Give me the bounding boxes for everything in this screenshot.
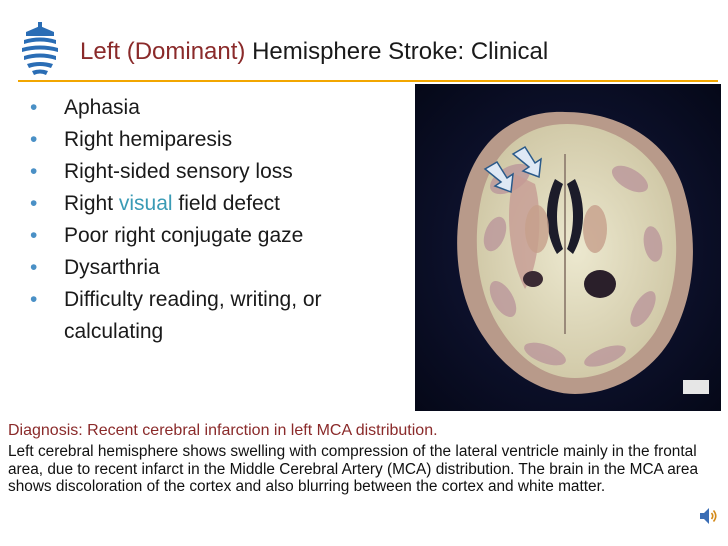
diagnosis-body: Left cerebral hemisphere shows swelling with compression of the lateral ventricle mainly in the frontal area, due to recent infarct in the Middle Cerebral Artery (MCA) distribution. The brain in the MCA area shows discoloration of the cortex and also blurring between the cortex and white matter. — [8, 443, 699, 495]
bullet-sensory-loss — [22, 156, 402, 188]
bullet-text: Poor right conjugate gaze — [64, 224, 304, 247]
bullet-reading-writing — [22, 284, 402, 348]
bullet-gaze — [22, 220, 402, 252]
brain-section-photo — [415, 84, 721, 411]
title-divider — [18, 80, 718, 82]
bullet-text: Difficulty reading, writing, or calculating — [64, 288, 322, 343]
symptom-list — [22, 92, 402, 348]
bullet-aphasia — [22, 92, 402, 124]
bullet-dysarthria — [22, 252, 402, 284]
bullet-text: field defect — [172, 192, 280, 215]
slide-title — [80, 38, 548, 66]
diagnosis-title: Diagnosis: Recent cerebral infarction in left MCA distribution. — [8, 422, 438, 439]
bullet-text: Right — [64, 192, 119, 215]
university-crest-icon — [18, 22, 62, 82]
bullet-visual-field — [22, 188, 402, 220]
bullet-text-highlight: visual — [118, 192, 173, 215]
bullet-text: Aphasia — [64, 96, 140, 119]
speaker-icon[interactable] — [697, 505, 719, 527]
bullet-hemiparesis — [22, 124, 402, 156]
title-accent: Left (Dominant) — [80, 38, 246, 65]
bullet-text: Dysarthria — [64, 256, 160, 279]
title-rest: Hemisphere Stroke: Clinical — [245, 38, 549, 65]
bullet-text: Right-sided sensory loss — [64, 160, 293, 183]
bullet-text: Right hemiparesis — [64, 128, 233, 151]
